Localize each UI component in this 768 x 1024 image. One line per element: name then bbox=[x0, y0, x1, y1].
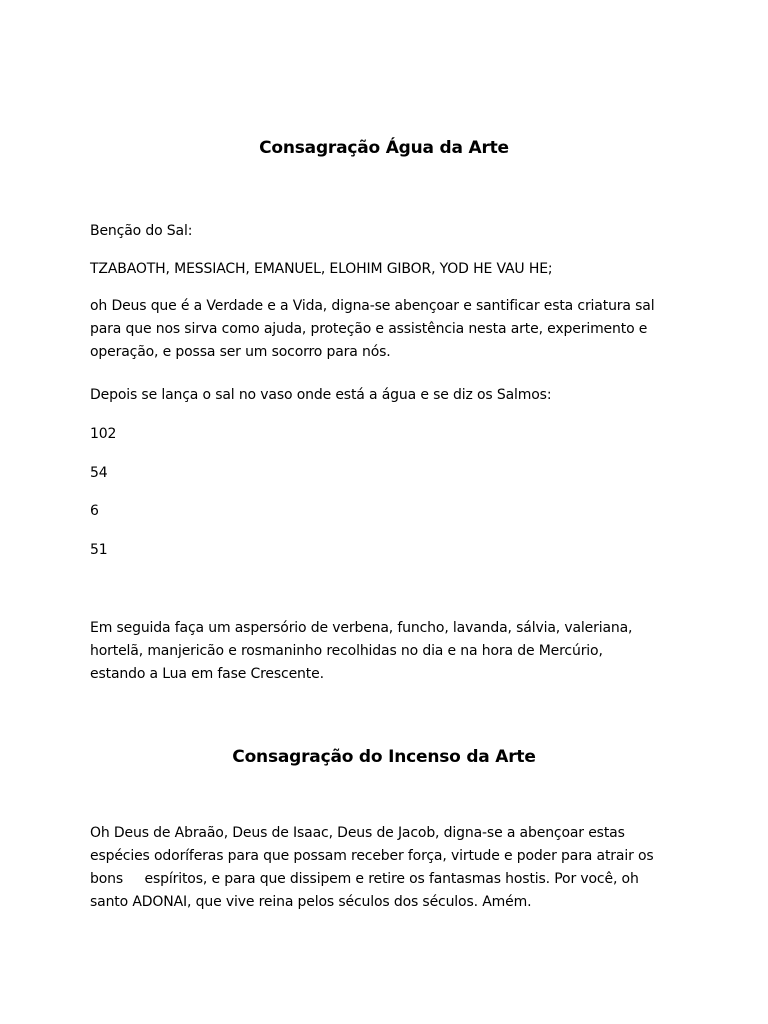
psalm-number: 51 bbox=[90, 542, 108, 558]
paragraph-line: oh Deus que é a Verdade e a Vida, digna-se abençoar e santificar esta criatura sal bbox=[90, 298, 655, 314]
salt-prayer-paragraph bbox=[90, 295, 690, 364]
psalm-number: 54 bbox=[90, 465, 108, 481]
psalm-number: 6 bbox=[90, 503, 99, 519]
psalms-intro-line: Depois se lança o sal no vaso onde está a água e se diz os Salmos: bbox=[90, 387, 552, 403]
paragraph-line: estando a Lua em fase Crescente. bbox=[90, 666, 324, 682]
paragraph-line: Em seguida faça um aspersório de verbena, funcho, lavanda, sálvia, valeriana, bbox=[90, 620, 633, 636]
paragraph-line: operação, e possa ser um socorro para nós. bbox=[90, 344, 391, 360]
paragraph-line: santo ADONAI, que vive reina pelos séculos dos séculos. Amém. bbox=[90, 894, 532, 910]
paragraph-line: espécies odoríferas para que possam receber força, virtude e poder para atrair os bbox=[90, 848, 654, 864]
salt-blessing-label: Benção do Sal: bbox=[90, 223, 193, 239]
aspersory-paragraph bbox=[90, 617, 690, 686]
heading-water-consecration: Consagração Água da Arte bbox=[259, 138, 509, 158]
heading-incense-consecration: Consagração do Incenso da Arte bbox=[232, 747, 536, 767]
paragraph-line: bons espíritos, e para que dissipem e retire os fantasmas hostis. Por você, oh bbox=[90, 871, 639, 887]
paragraph-line: para que nos sirva como ajuda, proteção e assistência nesta arte, experimento e bbox=[90, 321, 648, 337]
paragraph-line: hortelã, manjericão e rosmaninho recolhidas no dia e na hora de Mercúrio, bbox=[90, 643, 603, 659]
incense-prayer-paragraph bbox=[90, 822, 690, 914]
paragraph-line: Oh Deus de Abraão, Deus de Isaac, Deus de Jacob, digna-se a abençoar estas bbox=[90, 825, 625, 841]
divine-names-line: TZABAOTH, MESSIACH, EMANUEL, ELOHIM GIBOR, YOD HE VAU HE; bbox=[90, 261, 553, 277]
psalm-number: 102 bbox=[90, 426, 117, 442]
